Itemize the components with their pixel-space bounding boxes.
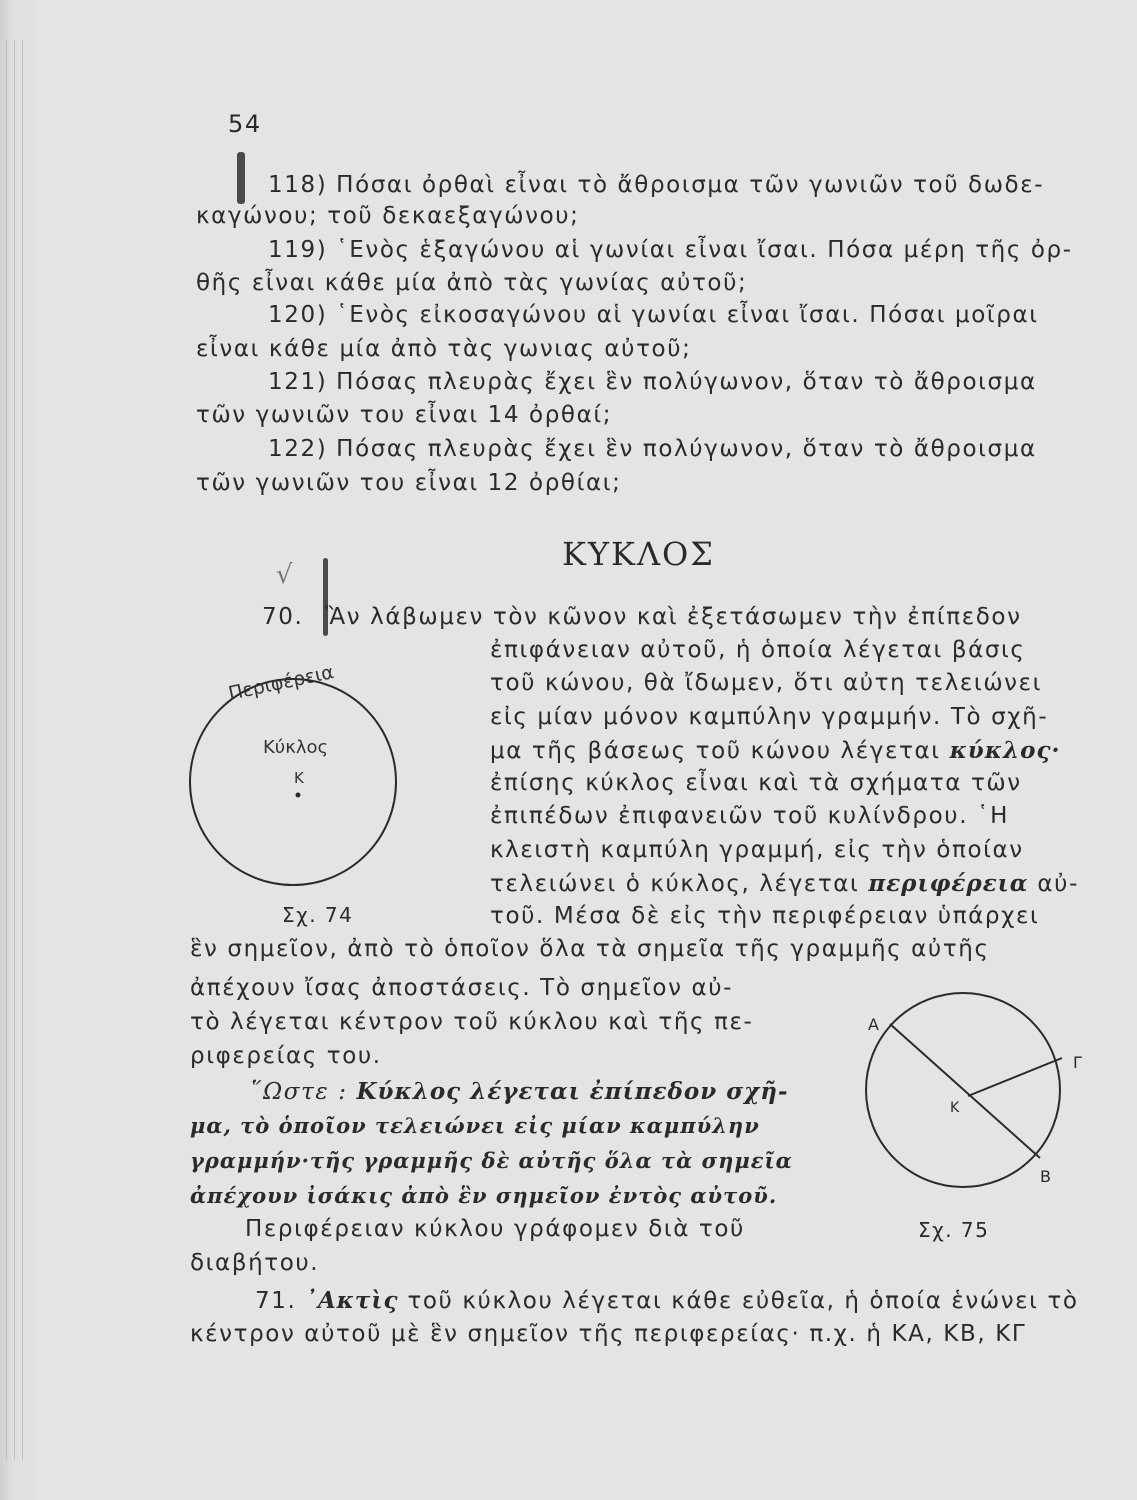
paragraph-line: ἓν σημεῖον, ἀπὸ τὸ ὁποῖον ὅλα τὰ σημεῖα τῆς γραμμῆς αὐτῆς: [190, 936, 990, 962]
paragraph-line: Ἂν λάβωμεν τὸν κῶνον καὶ ἐξετάσωμεν τὴν ἐπίπεδον: [325, 604, 1022, 630]
paragraph-line: κλειστὴ καμπύλη γραμμή, εἰς τὴν ὁποίαν: [490, 837, 1024, 863]
definition-prefix: ῞Ωστε :: [250, 1079, 348, 1105]
exercise-line: θῆς εἶναι κάθε μία ἀπὸ τὰς γωνίας αὐτοῦ;: [196, 270, 748, 296]
paragraph-line: [490, 737, 1060, 764]
pencil-check-mark: √: [276, 560, 293, 590]
paragraph-line: ἐπιφάνειαν αὐτοῦ, ἡ ὁποία λέγεται βάσις: [490, 637, 1026, 663]
paragraph-line: κέντρον αὐτοῦ μὲ ἓν σημεῖον τῆς περιφερείας· π.χ. ἡ ΚΑ, ΚΒ, ΚΓ: [190, 1321, 1027, 1347]
paragraph-line: εἰς μίαν μόνον καμπύλην γραμμήν. Τὸ σχῆ-: [490, 704, 1049, 730]
emphasized-term: ᾿Ακτὶς: [305, 1287, 399, 1314]
figure-caption: Σχ. 75: [918, 1218, 990, 1242]
paragraph-line: ριφερείας του.: [190, 1043, 382, 1069]
text-run: μα τῆς βάσεως τοῦ κώνου λέγεται: [490, 738, 941, 764]
paragraph-line: Περιφέρειαν κύκλου γράφομεν διὰ τοῦ: [245, 1216, 745, 1242]
paragraph-line: ἐπιπέδων ἐπιφανειῶν τοῦ κυλίνδρου. ῾Η: [490, 803, 1010, 829]
paragraph-line: ἀπέχουν ἴσας ἀποστάσεις. Τὸ σημεῖον αὐ-: [190, 975, 734, 1001]
text-run: τελειώνει ὁ κύκλος, λέγεται: [490, 871, 860, 897]
diameter-line: [890, 1024, 1040, 1158]
center-point: [296, 793, 301, 798]
text-run: τοῦ κύκλου λέγεται κάθε εὐθεῖα, ἡ ὁποία ἑνώνει τὸ: [407, 1288, 1079, 1314]
paragraph-number: 70.: [262, 604, 304, 630]
paragraph-line: [490, 870, 1079, 897]
definition-line: γραμμήν·τῆς γραμμῆς δὲ αὐτῆς ὅλα τὰ σημεῖα: [190, 1148, 793, 1173]
exercise-line: τῶν γωνιῶν του εἶναι 14 ὀρθαί;: [196, 402, 613, 428]
page-edge: [0, 0, 40, 1500]
exercise-line: 120) ῾Ενὸς εἰκοσαγώνου αἱ γωνίαι εἶναι ἴσαι. Πόσαι μοῖραι: [268, 302, 1039, 328]
definition-text: Κύκλος λέγεται ἐπίπεδον σχῆ-: [356, 1078, 789, 1105]
handwritten-label-periphery: Περιφέρεια: [226, 661, 336, 705]
edge-line: [6, 40, 7, 1460]
figure-75: [840, 990, 1100, 1200]
page-number: 54: [228, 110, 262, 138]
definition-line: [250, 1078, 789, 1105]
text-run: αὐ-: [1037, 871, 1079, 897]
edge-line: [14, 40, 15, 1460]
exercise-line: 119) ῾Ενὸς ἑξαγώνου αἱ γωνίαι εἶναι ἴσαι. Πόσα μέρη τῆς ὀρ-: [268, 237, 1073, 263]
paragraph-line: ἐπίσης κύκλος εἶναι καὶ τὰ σχήματα τῶν: [490, 770, 1022, 796]
figure-caption: Σχ. 74: [282, 903, 354, 927]
emphasized-term: κύκλος·: [949, 737, 1061, 764]
radius-line: [968, 1058, 1062, 1096]
exercise-line: τῶν γωνιῶν του εἶναι 12 ὀρθίαι;: [196, 470, 622, 496]
definition-line: ἀπέχουν ἰσάκις ἀπὸ ἓν σημεῖον ἐντὸς αὐτοῦ.: [190, 1183, 778, 1208]
paragraph-line: τοῦ κώνου, θὰ ἴδωμεν, ὅτι αὐτη τελειώνει: [490, 670, 1043, 696]
exercise-line: καγώνου; τοῦ δεκαεξαγώνου;: [196, 203, 580, 229]
exercise-line: 121) Πόσας πλευρὰς ἔχει ἓν πολύγωνον, ὅταν τὸ ἄθροισμα: [268, 369, 1037, 395]
paragraph-line: διαβήτου.: [190, 1250, 320, 1276]
handwritten-label-circle: Κύκλος: [263, 737, 329, 758]
pencil-margin-mark: [237, 152, 245, 204]
point-label-g: Γ: [1073, 1053, 1082, 1072]
section-title: ΚΥΚΛΟΣ: [562, 535, 715, 573]
exercise-line: εἶναι κάθε μία ἀπὸ τὰς γωνιας αὐτοῦ;: [196, 336, 692, 362]
center-label: Κ: [294, 769, 304, 787]
point-label-b: Β: [1040, 1167, 1051, 1186]
emphasized-term: περιφέρεια: [868, 870, 1029, 897]
definition-line: μα, τὸ ὁποῖον τελειώνει εἰς μίαν καμπύλην: [190, 1113, 760, 1138]
paragraph-line: τοῦ. Μέσα δὲ εἰς τὴν περιφέρειαν ὑπάρχει: [490, 903, 1040, 929]
circle-outline: [190, 679, 396, 885]
exercise-line: 118) Πόσαι ὀρθαὶ εἶναι τὸ ἄθροισμα τῶν γωνιῶν τοῦ δωδε-: [268, 172, 1045, 198]
paragraph-number: 71.: [255, 1288, 297, 1314]
point-label-a: Α: [868, 1015, 879, 1034]
paragraph-line: τὸ λέγεται κέντρον τοῦ κύκλου καὶ τῆς πε-: [190, 1009, 754, 1035]
edge-line: [22, 40, 23, 1460]
figure-74: [180, 655, 440, 905]
exercise-line: 122) Πόσας πλευρὰς ἔχει ἓν πολύγωνον, ὅταν τὸ ἄθροισμα: [268, 436, 1037, 462]
point-label-k: Κ: [950, 1100, 960, 1116]
paragraph-line: [255, 1287, 1079, 1314]
